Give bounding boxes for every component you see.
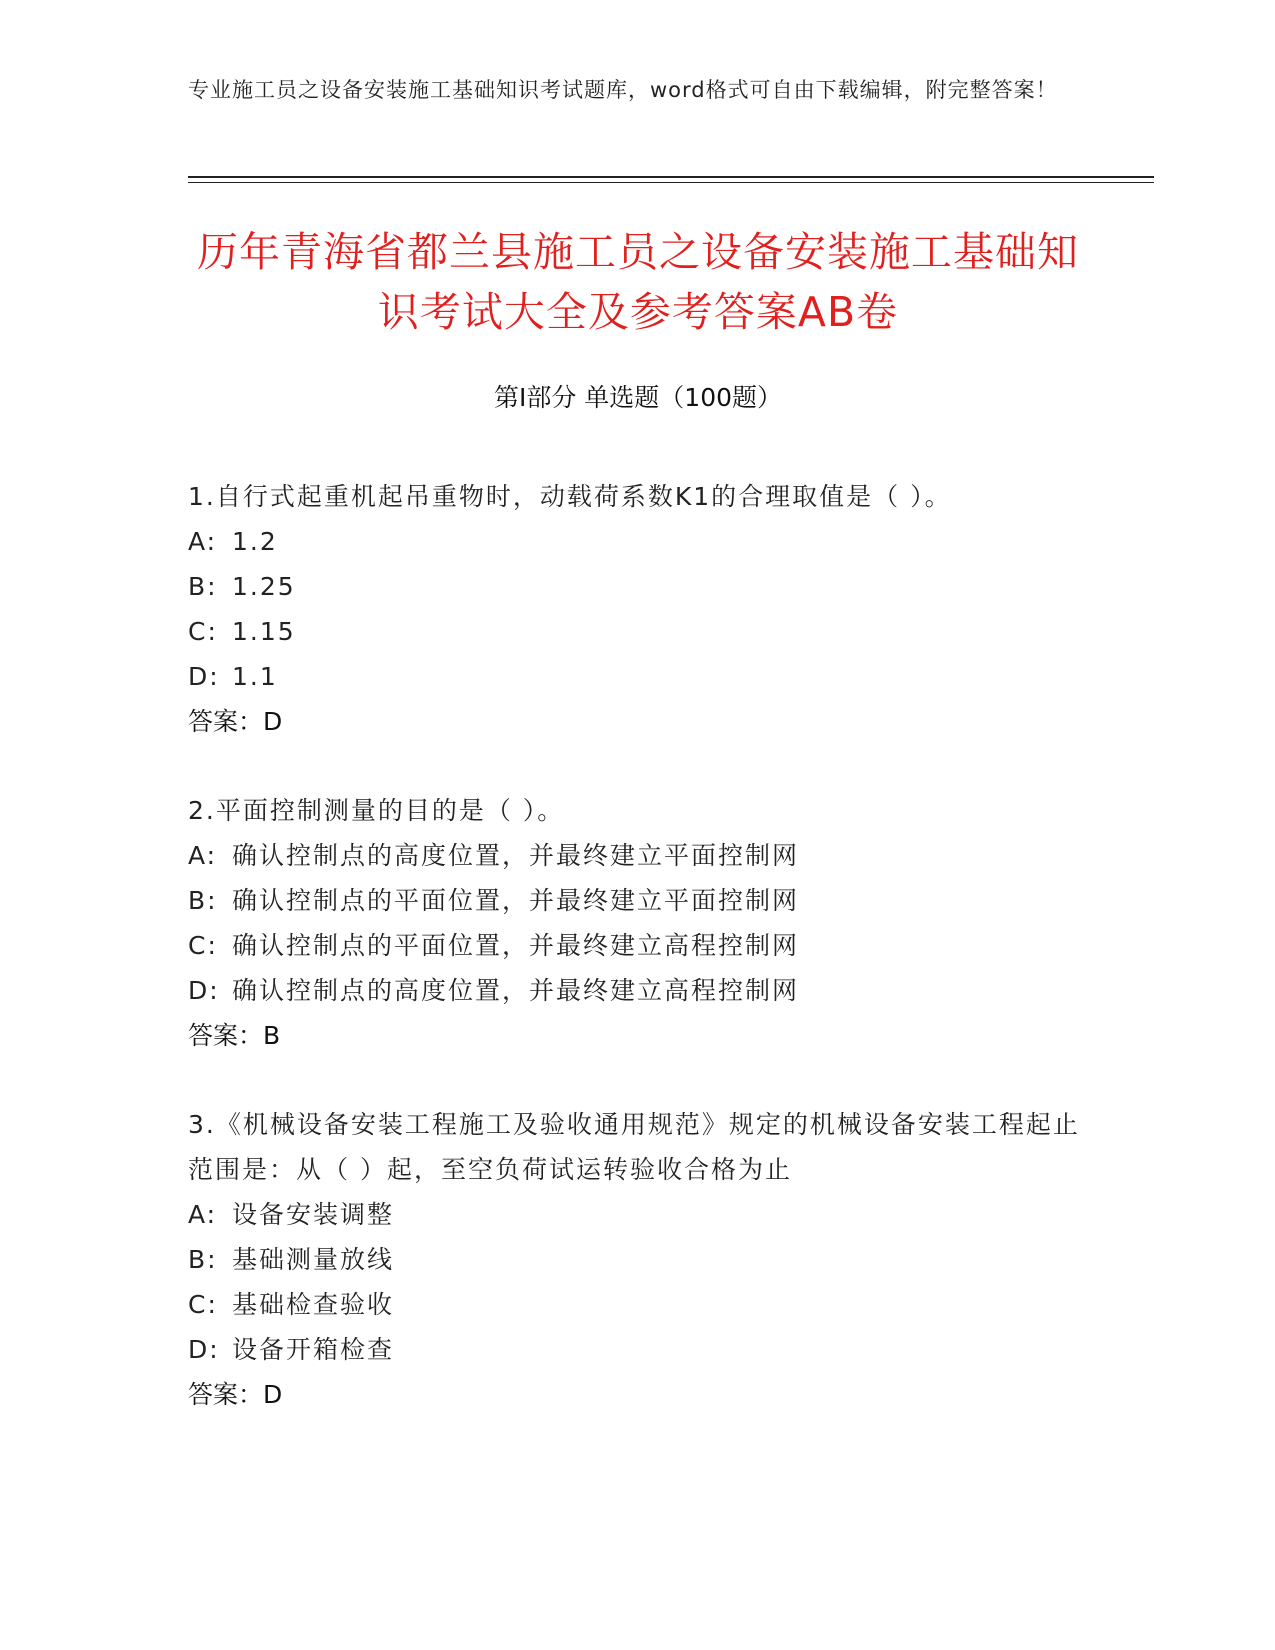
option-text: 基础测量放线 [232, 1245, 395, 1274]
header-note: 专业施工员之设备安装施工基础知识考试题库，word格式可自由下载编辑，附完整答案！ [188, 78, 1058, 102]
section-heading: 第I部分 单选题（100题） [493, 383, 783, 412]
option-letter: C: [188, 931, 218, 960]
option-d [188, 654, 1088, 699]
option-text: 1.1 [232, 662, 278, 691]
option-d [188, 968, 1088, 1013]
option-text: 1.2 [232, 527, 278, 556]
header-divider [188, 176, 1154, 178]
option-text: 基础检查验收 [232, 1290, 395, 1319]
question-list [188, 474, 1088, 1461]
option-text: 确认控制点的高度位置，并最终建立高程控制网 [232, 976, 800, 1005]
option-text: 设备开箱检查 [232, 1335, 395, 1364]
option-letter: B: [188, 572, 218, 601]
option-text: 确认控制点的平面位置，并最终建立平面控制网 [232, 886, 800, 915]
answer-label: 答案：D [188, 707, 283, 736]
question-text: 1.自行式起重机起吊重物时，动载荷系数K1的合理取值是（ ）。 [188, 482, 952, 511]
question-text: 3.《机械设备安装工程施工及验收通用规范》规定的机械设备安装工程起止范围是：从（ ）起，至空负荷试运转验收合格为止 [188, 1110, 1080, 1184]
option-letter: A: [188, 841, 218, 870]
option-b [188, 878, 1088, 923]
option-letter: C: [188, 617, 218, 646]
option-letter: D: [188, 976, 220, 1005]
question-1 [188, 474, 1088, 744]
option-text: 1.15 [232, 617, 296, 646]
option-letter: B: [188, 886, 218, 915]
answer-label: 答案：D [188, 1380, 283, 1409]
option-d [188, 1327, 1088, 1372]
option-b [188, 564, 1088, 609]
option-text: 确认控制点的高度位置，并最终建立平面控制网 [232, 841, 800, 870]
question-2 [188, 788, 1088, 1058]
option-a [188, 1192, 1088, 1237]
option-b [188, 1237, 1088, 1282]
document-title: 历年青海省都兰县施工员之设备安装施工基础知识考试大全及参考答案AB卷 [197, 228, 1079, 336]
option-text: 确认控制点的平面位置，并最终建立高程控制网 [232, 931, 800, 960]
option-letter: C: [188, 1290, 218, 1319]
option-letter: A: [188, 527, 218, 556]
option-c [188, 609, 1088, 654]
question-text: 2.平面控制测量的目的是（ ）。 [188, 796, 565, 825]
answer-label: 答案：B [188, 1021, 281, 1050]
option-text: 1.25 [232, 572, 296, 601]
option-letter: D: [188, 662, 220, 691]
option-letter: D: [188, 1335, 220, 1364]
option-c [188, 1282, 1088, 1327]
option-a [188, 833, 1088, 878]
option-letter: B: [188, 1245, 218, 1274]
option-text: 设备安装调整 [232, 1200, 395, 1229]
question-3 [188, 1102, 1088, 1417]
header-divider-thin [188, 182, 1154, 183]
option-a [188, 519, 1088, 564]
option-c [188, 923, 1088, 968]
option-letter: A: [188, 1200, 218, 1229]
